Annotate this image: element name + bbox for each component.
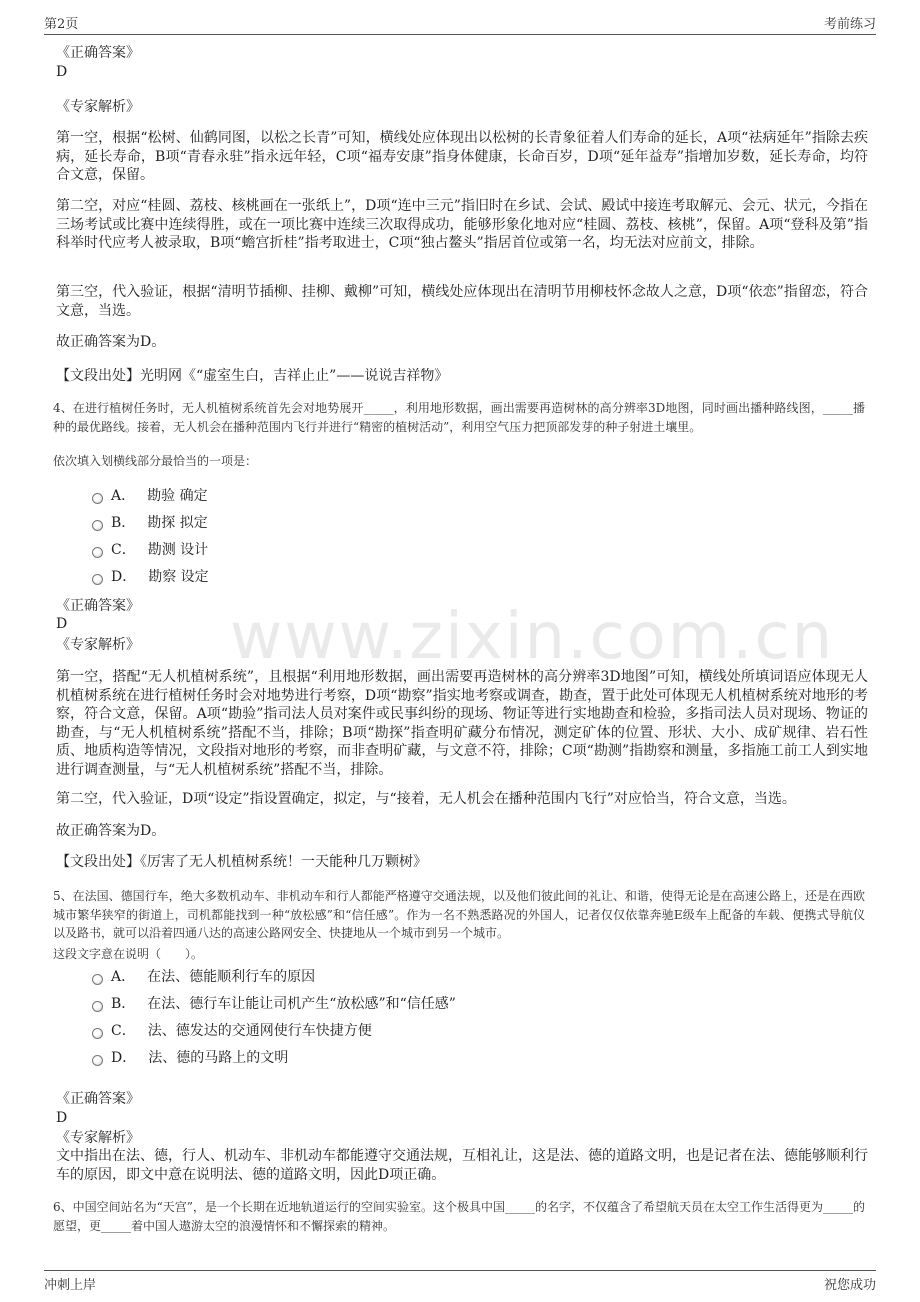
option-b[interactable]: [92, 514, 208, 532]
source-citation: 【文段出处】《厉害了无人机植树系统！一天能种几万颗树》: [56, 854, 427, 870]
option-text: 在法、德能顺利行车的原因: [147, 969, 316, 985]
question-prompt: 依次填入划横线部分最恰当的一项是：: [53, 454, 258, 468]
watermark: www.zixin.com.cn: [230, 600, 835, 674]
analysis-paragraph: 第三空，代入验证，根据“清明节插柳、挂柳、戴柳”可知，横线处应体现出在清明节用柳枝怀念故人之意，D项“依恋”指留恋，符合文意，当选。: [56, 284, 868, 319]
question-stem: 6、中国空间站名为“天宫”，是一个长期在近地轨道运行的空间实验室。这个极具中国_____的名字，不仅蕴含了希望航天员在太空工作生活得更为_____的愿望，更_____着中国人遨游太空的浪漫情怀和不懈探索的精神。: [53, 1200, 865, 1233]
option-a[interactable]: [92, 968, 315, 986]
option-text: 法、德发达的交通网使行车快捷方便: [147, 1023, 372, 1039]
analysis-label: 《专家解析》: [56, 99, 140, 115]
radio-icon[interactable]: [92, 574, 103, 585]
question-stem: 4、在进行植树任务时，无人机植树系统首先会对地势展开_____，利用地形数据，画出需要再造树林的高分辨率3D地图，同时画出播种路线图，_____播种的最优路线。接着，无人机会在播种范围内飞行并进行“精密的植树活动”，利用空气压力把顶部发芽的种子射进土壤里。: [53, 401, 865, 434]
analysis-paragraph: 第二空，对应“桂圆、荔枝、核桃画在一张纸上”，D项“连中三元”指旧时在乡试、会试、殿试中接连考取解元、会元、状元，今指在三场考试或比赛中连续得胜，或在一项比赛中连续三次取得成功，能够形象化地对应“桂圆、荔枝、核桃”，保留。A项“登科及第”指科举时代应考人被录取，B项“蟾宫折桂”指考取进士，C项“独占鳌头”指居首位或第一名，均无法对应前文，排除。: [56, 198, 868, 251]
option-letter: A．: [111, 969, 136, 985]
option-text: 勘察 设定: [148, 569, 209, 585]
analysis-paragraph: 第二空，代入验证，D项“设定”指设置确定，拟定，与“接着，无人机会在播种范围内飞行”对应恰当，符合文意，当选。: [56, 791, 796, 807]
option-c[interactable]: [92, 1022, 372, 1040]
radio-icon[interactable]: [92, 520, 103, 531]
option-text: 在法、德行车让能让司机产生“放松感”和“信任感”: [147, 996, 456, 1012]
option-c[interactable]: [92, 541, 208, 559]
option-text: 勘探 拟定: [147, 515, 208, 531]
option-letter: D．: [111, 569, 137, 585]
option-letter: B．: [111, 515, 136, 531]
answer-value: D: [56, 616, 68, 632]
radio-icon[interactable]: [92, 1001, 103, 1012]
footer-right: 祝您成功: [823, 1278, 876, 1293]
radio-icon[interactable]: [92, 493, 103, 504]
header-tag: 考前练习: [823, 17, 876, 32]
conclusion: 故正确答案为D。: [56, 823, 166, 839]
option-letter: C．: [111, 1023, 136, 1039]
option-letter: D．: [111, 1050, 137, 1066]
answer-label: 《正确答案》: [56, 598, 140, 614]
analysis-label: 《专家解析》: [56, 1130, 140, 1146]
radio-icon[interactable]: [92, 1055, 103, 1066]
answer-value: D: [56, 1110, 68, 1126]
option-letter: C．: [111, 542, 136, 558]
option-a[interactable]: [92, 487, 208, 505]
analysis-paragraph: 第一空，根据“松树、仙鹤同图，以松之长青”可知，横线处应体现出以松树的长青象征着人们寿命的延长，A项“祛病延年”指除去疾病，延长寿命，B项“青春永驻”指永远年轻，C项“福寿安康”指身体健康，长命百岁，D项“延年益寿”指增加岁数，延长寿命，均符合文意，保留。: [56, 130, 868, 183]
analysis-paragraph: 文中指出在法、德，行人、机动车、非机动车都能遵守交通法规，互相礼让，这是法、德的道路文明，也是记者在法、德能够顺利行车的原因，即文中意在说明法、德的道路文明，因此D项正确。: [56, 1148, 868, 1183]
answer-label: 《正确答案》: [56, 45, 140, 61]
option-letter: A．: [111, 488, 136, 504]
option-d[interactable]: [92, 1049, 288, 1067]
source-citation: 【文段出处】光明网《“虚室生白，吉祥止止”——说说吉祥物》: [56, 368, 449, 384]
radio-icon[interactable]: [92, 1028, 103, 1039]
option-text: 法、德的马路上的文明: [148, 1050, 289, 1066]
option-letter: B．: [111, 996, 136, 1012]
analysis-label: 《专家解析》: [56, 637, 140, 653]
radio-icon[interactable]: [92, 974, 103, 985]
page-footer: [44, 1270, 876, 1293]
option-d[interactable]: [92, 568, 209, 586]
page-number: 第2页: [44, 17, 79, 32]
footer-left: 冲刺上岸: [44, 1278, 97, 1293]
option-text: 勘验 确定: [147, 488, 208, 504]
option-b[interactable]: [92, 995, 456, 1013]
radio-icon[interactable]: [92, 547, 103, 558]
conclusion: 故正确答案为D。: [56, 334, 166, 350]
question-prompt: 这段文字意在说明（ ）。: [53, 947, 204, 961]
answer-label: 《正确答案》: [56, 1091, 140, 1107]
option-text: 勘测 设计: [147, 542, 209, 558]
question-stem: 5、在法国、德国行车，绝大多数机动车、非机动车和行人都能严格遵守交通法规，以及他们彼此间的礼让、和谐，使得无论是在高速公路上，还是在西欧城市繁华狭窄的街道上，司机都能找到一种“放松感”和“信任感”。作为一名不熟悉路况的外国人，记者仅仅依靠奔驰E级车上配备的车载、便携式导航仪以及路书，就可以沿着四通八达的高速公路网安全、快捷地从一个城市到另一个城市。: [53, 889, 865, 940]
answer-value: D: [56, 64, 68, 80]
analysis-paragraph: 第一空，搭配“无人机植树系统”，且根据“利用地形数据，画出需要再造树林的高分辨率3D地图”可知，横线处所填词语应体现无人机植树系统在进行植树任务时会对地势进行考察，D项“勘察”指实地考察或调查，勘查，置于此处可体现无人机植树系统对地形的考察，符合文意，保留。A项“勘验”指司法人员对案件或民事纠纷的现场、物证等进行实地勘查和检验，多指司法人员对现场、物证的勘查，与“无人机植树系统”搭配不当，排除；B项“勘探”指查明矿藏分布情况，测定矿体的位置、形状、大小、成矿规律、岩石性质、地质构造等情况，文段指对地形的考察，而非查明矿藏，与文意不符，排除；C项“勘测”指勘察和测量，多指施工前工人到实地进行调查测量，与“无人机植树系统”搭配不当，排除。: [56, 669, 868, 778]
